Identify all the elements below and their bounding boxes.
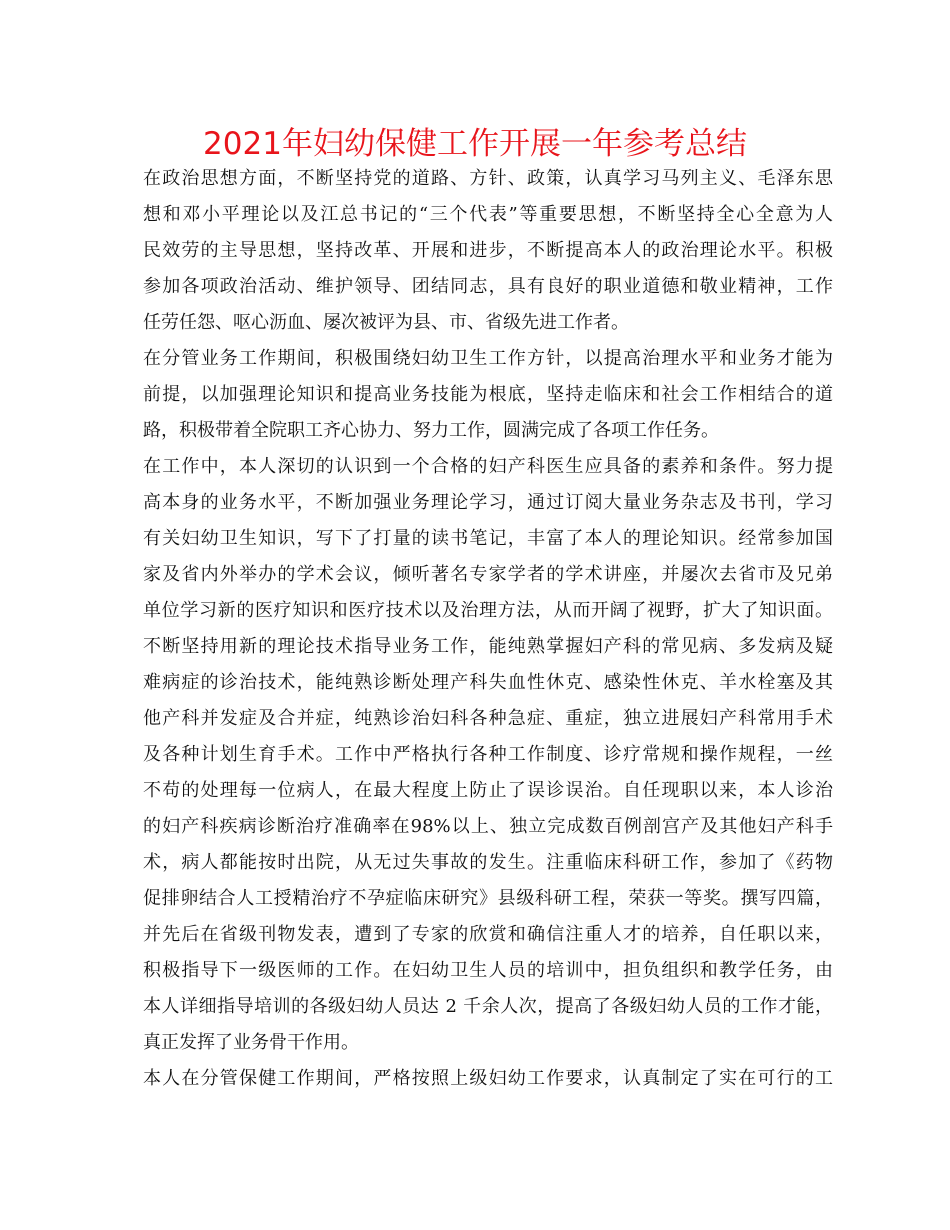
body-line: 真正发挥了业务骨干作用。 bbox=[143, 1032, 359, 1053]
body-line: 高本身的业务水平，不断加强业务理论学习，通过订阅大量业务杂志及书刊，学习 bbox=[143, 492, 833, 513]
body-line: 本人在分管保健工作期间，严格按照上级妇幼工作要求，认真制定了实在可行的工 bbox=[143, 1068, 833, 1089]
document-body bbox=[143, 161, 833, 1097]
body-line: 在政治思想方面，不断坚持党的道路、方针、政策，认真学习马列主义、毛泽东思 bbox=[143, 168, 833, 189]
body-line: 促排卵结合人工授精治疗不孕症临床研究》县级科研工程，荣获一等奖。撰写四篇， bbox=[143, 888, 833, 909]
body-line: 在分管业务工作期间，积极围绕妇幼卫生工作方针，以提高治理水平和业务才能为 bbox=[143, 348, 833, 369]
body-line: 家及省内外举办的学术会议，倾听著名专家学者的学术讲座，并屡次去省市及兄弟 bbox=[143, 564, 833, 585]
body-line: 的妇产科疾病诊断治疗准确率在98%以上、独立完成数百例剖宫产及其他妇产科手 bbox=[143, 816, 833, 837]
body-line: 在工作中，本人深切的认识到一个合格的妇产科医生应具备的素养和条件。努力提 bbox=[143, 456, 833, 477]
body-line: 前提，以加强理论知识和提高业务技能为根底，坚持走临床和社会工作相结合的道 bbox=[143, 384, 833, 405]
body-line: 不断坚持用新的理论技术指导业务工作，能纯熟掌握妇产科的常见病、多发病及疑 bbox=[143, 636, 833, 657]
body-line: 积极指导下一级医师的工作。在妇幼卫生人员的培训中，担负组织和教学任务，由 bbox=[143, 960, 833, 981]
document-title: 2021年妇幼保健工作开展一年参考总结 bbox=[203, 126, 747, 162]
body-line: 本人详细指导培训的各级妇幼人员达 2 千余人次，提高了各级妇幼人员的工作才能， bbox=[143, 996, 833, 1017]
body-line: 术，病人都能按时出院，从无过失事故的发生。注重临床科研工作，参加了《药物 bbox=[143, 852, 833, 873]
body-line: 及各种计划生育手术。工作中严格执行各种工作制度、诊疗常规和操作规程，一丝 bbox=[143, 744, 833, 765]
body-line: 有关妇幼卫生知识，写下了打量的读书笔记，丰富了本人的理论知识。经常参加国 bbox=[143, 528, 833, 549]
body-line: 并先后在省级刊物发表，遭到了专家的欣赏和确信注重人才的培养，自任职以来， bbox=[143, 924, 833, 945]
body-line: 民效劳的主导思想，坚持改革、开展和进步，不断提高本人的政治理论水平。积极 bbox=[143, 240, 833, 261]
body-line: 路，积极带着全院职工齐心协力、努力工作，圆满完成了各项工作任务。 bbox=[143, 420, 719, 441]
body-line: 他产科并发症及合并症，纯熟诊治妇科各种急症、重症，独立进展妇产科常用手术 bbox=[143, 708, 833, 729]
body-line: 难病症的诊治技术，能纯熟诊断处理产科失血性休克、感染性休克、羊水栓塞及其 bbox=[143, 672, 833, 693]
body-line: 参加各项政治活动、维护领导、团结同志，具有良好的职业道德和敬业精神，工作 bbox=[143, 276, 833, 297]
body-line: 想和邓小平理论以及江总书记的“三个代表”等重要思想，不断坚持全心全意为人 bbox=[143, 204, 833, 225]
body-line: 任劳任怨、呕心沥血、屡次被评为县、市、省级先进工作者。 bbox=[143, 312, 629, 333]
body-line: 单位学习新的医疗知识和医疗技术以及治理方法，从而开阔了视野，扩大了知识面。 bbox=[143, 600, 833, 621]
body-line: 不苟的处理每一位病人，在最大程度上防止了误诊误治。自任现职以来，本人诊治 bbox=[143, 780, 833, 801]
